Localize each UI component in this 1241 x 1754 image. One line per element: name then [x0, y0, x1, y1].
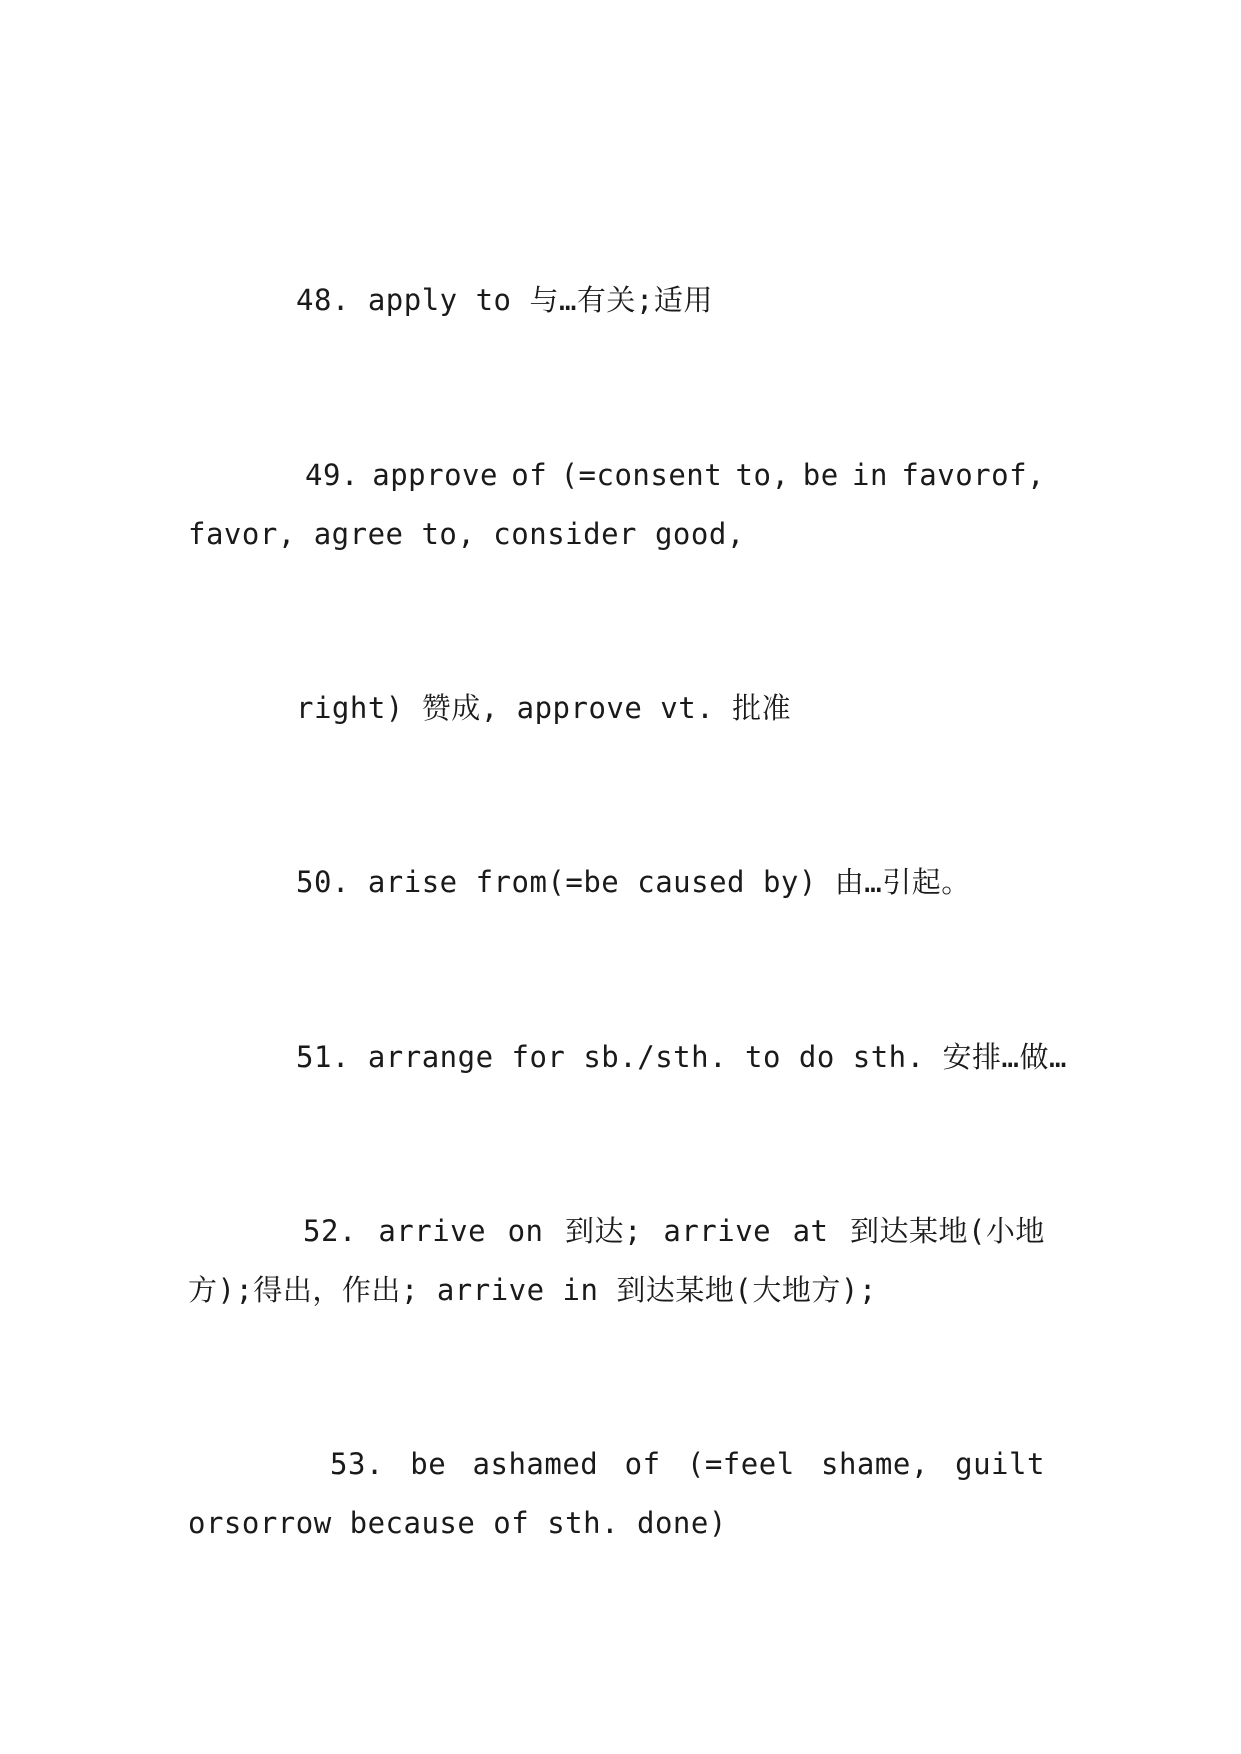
entry-52-word: on — [507, 1214, 544, 1248]
entry-52-word: arrive — [378, 1214, 487, 1248]
entry-49-word: of — [511, 458, 548, 492]
entry-53-word: of — [624, 1447, 661, 1481]
entry-50-line-1: 50. arise from(=be caused by) 由…引起。 — [296, 865, 971, 899]
entry-48-line-1: 48. apply to 与…有关;适用 — [296, 283, 713, 317]
entry-52-line-2: 方);得出，作出; arrive in 到达某地(大地方); — [188, 1273, 877, 1307]
entry-52-word: 到达某地(小地 — [849, 1214, 1045, 1248]
entry-53-word: ashamed — [472, 1447, 599, 1481]
entry-51-line-1: 51. arrange for sb./sth. to do sth. 安排…做… — [296, 1040, 1067, 1074]
entry-53-word: (=feel — [686, 1447, 795, 1481]
entry-49-word: to, — [735, 458, 790, 492]
entry-52-word: at — [792, 1214, 829, 1248]
entry-49-line-1 — [305, 455, 1045, 495]
entry-52-word: 52. — [303, 1214, 357, 1248]
entry-49-word: (=consent — [560, 458, 723, 492]
entry-49-line-3: right) 赞成, approve vt. 批准 — [296, 691, 792, 725]
entry-53-line-2: orsorrow because of sth. done) — [188, 1506, 727, 1540]
entry-52-line-1 — [303, 1211, 1045, 1251]
entry-49-word: favorof, — [901, 458, 1045, 492]
entry-49-word: in — [852, 458, 888, 492]
entry-49-word: 49. — [305, 458, 359, 492]
entry-53-word: shame, — [821, 1447, 929, 1481]
entry-53-line-1 — [330, 1444, 1045, 1484]
entry-53-word: guilt — [955, 1447, 1045, 1481]
entry-52-word: arrive — [663, 1214, 772, 1248]
entry-53-word: 53. — [330, 1447, 384, 1481]
entry-49-word: approve — [372, 458, 498, 492]
entry-52-word: 到达; — [564, 1214, 642, 1248]
entry-53-word: be — [410, 1447, 447, 1481]
entry-49-line-2: favor, agree to, consider good, — [188, 517, 745, 551]
entry-49-word: be — [802, 458, 839, 492]
